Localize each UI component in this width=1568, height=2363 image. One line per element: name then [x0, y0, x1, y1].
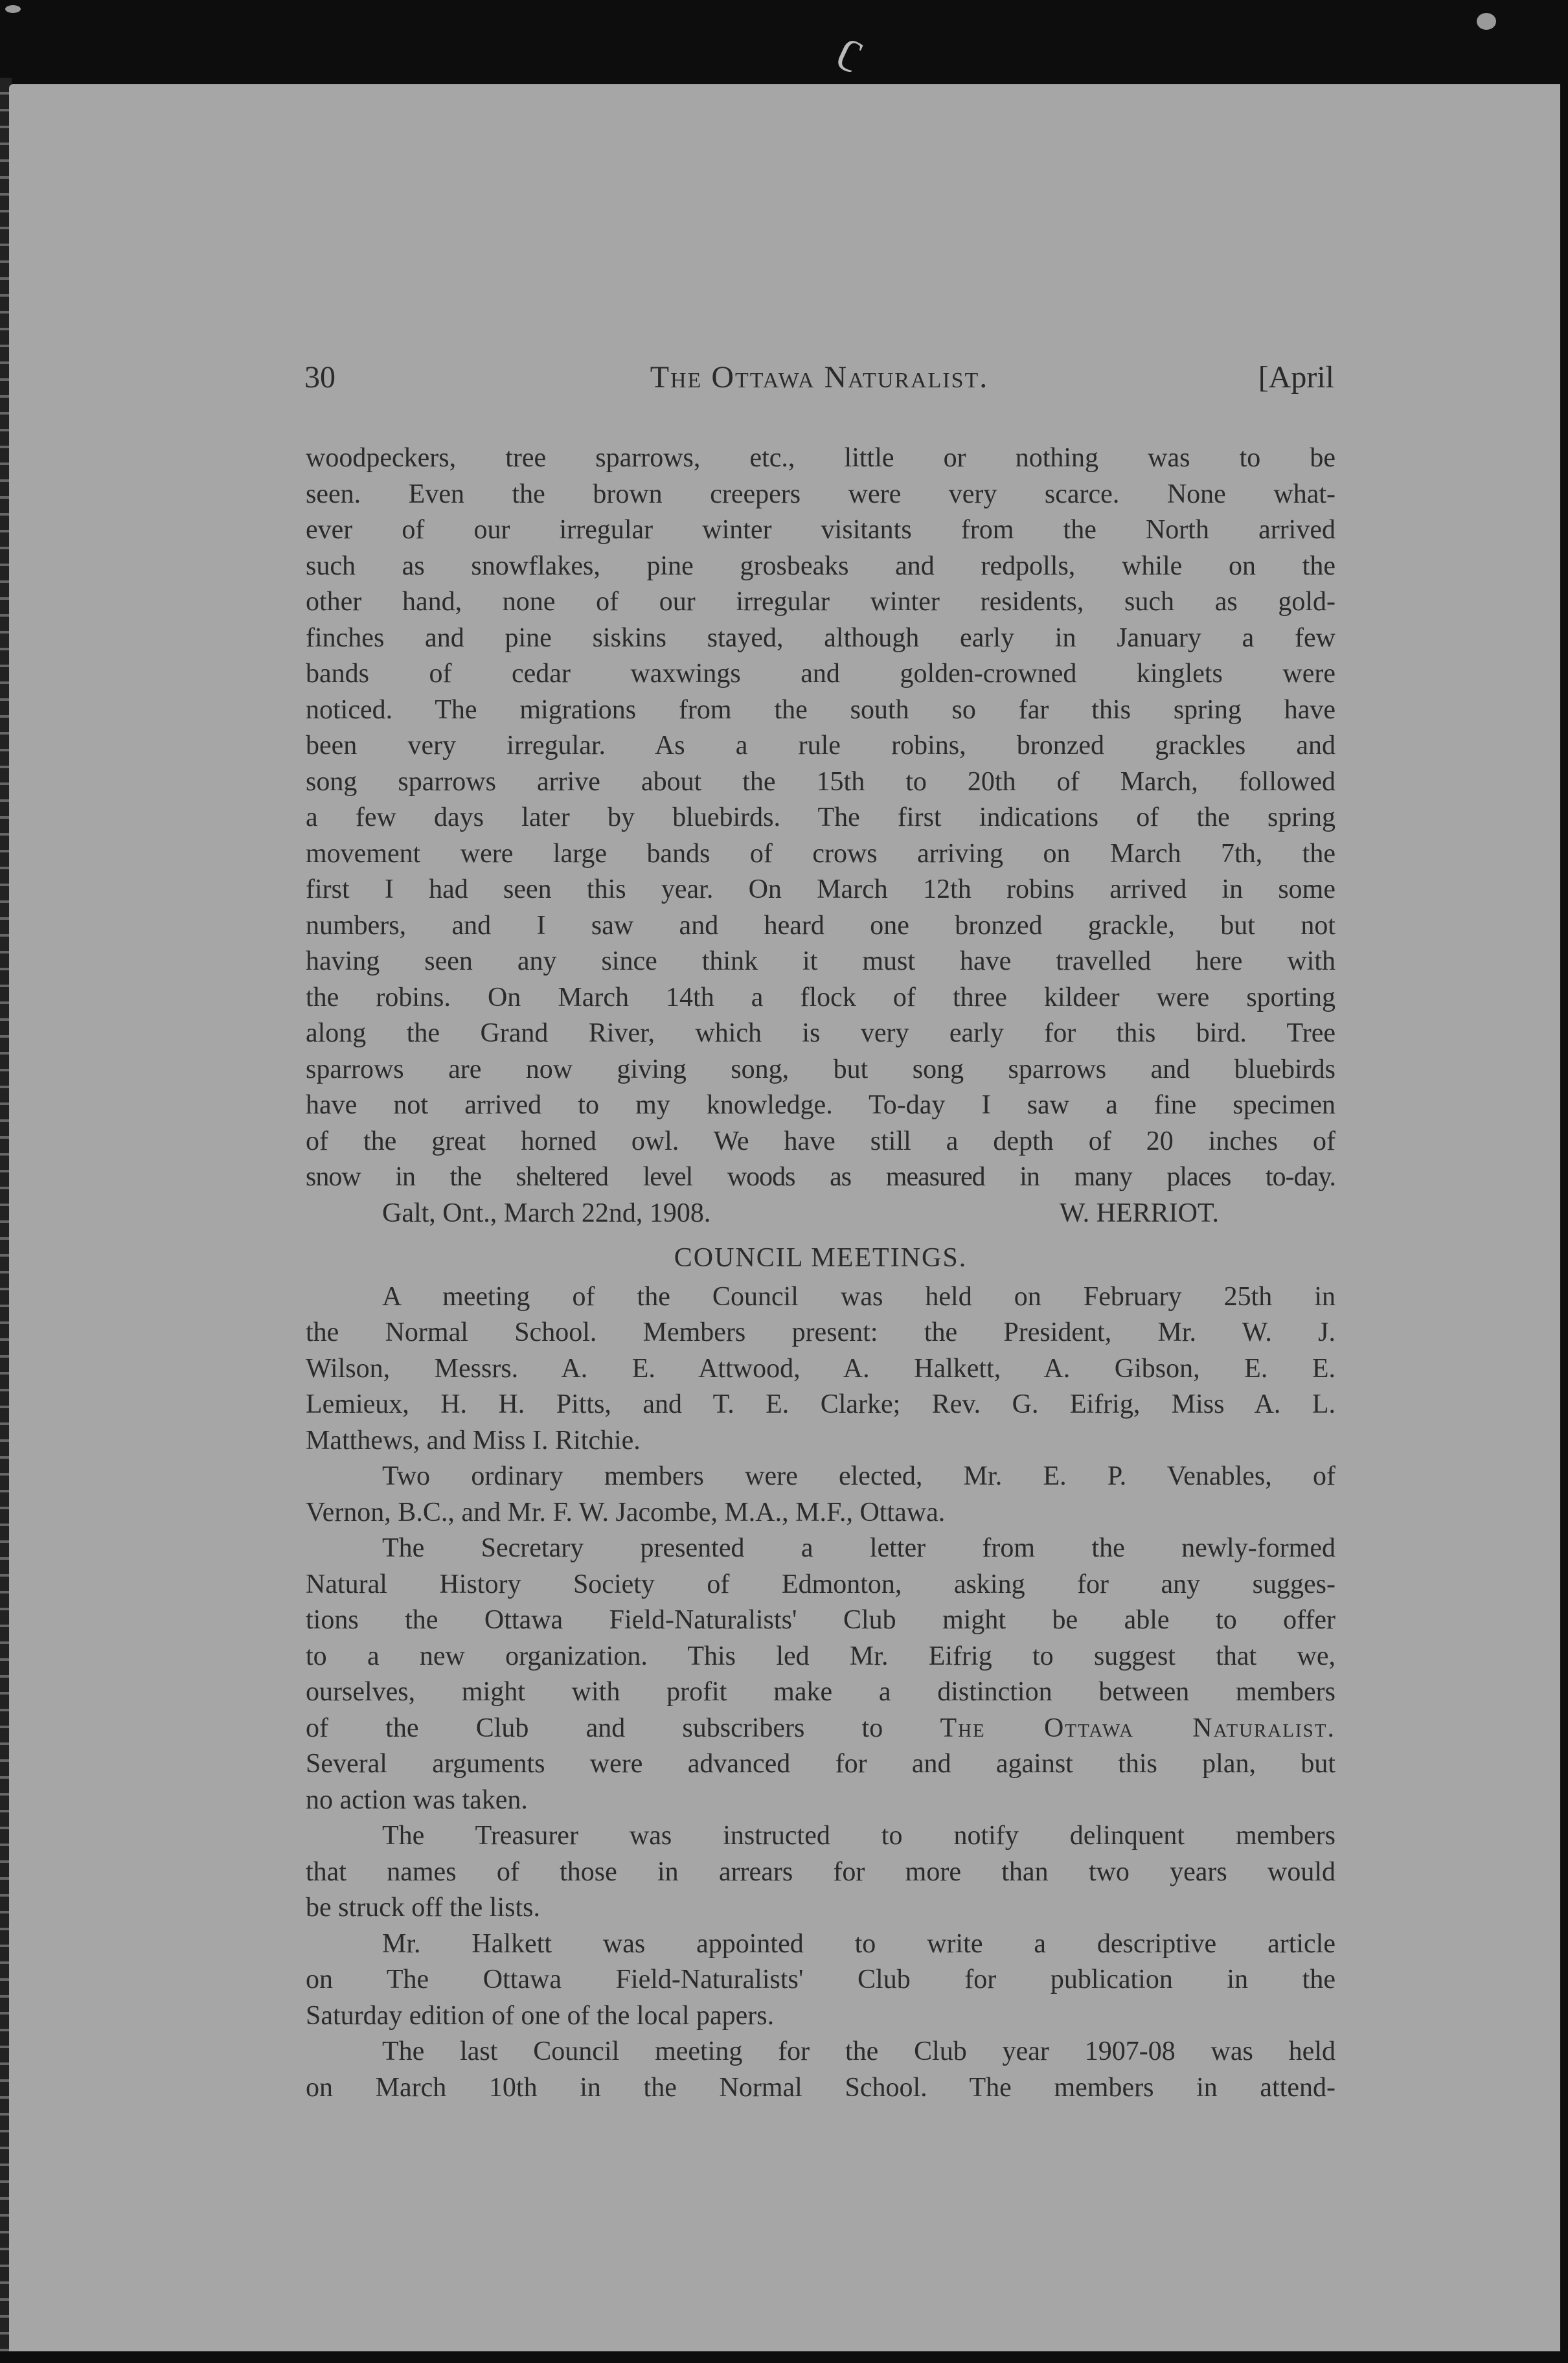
scan-speck	[5, 5, 21, 13]
text-line: have not arrived to my knowledge. To-day I saw a fine specimen	[306, 1090, 1335, 1120]
text-line: such as snowflakes, pine grosbeaks and redpolls, while on the	[306, 551, 1335, 581]
text-line: The Treasurer was instructed to notify delinquent members	[382, 1821, 1335, 1851]
text-line: numbers, and I saw and heard one bronzed grackle, but not	[306, 910, 1335, 941]
text-line: movement were large bands of crows arriving on March 7th, the	[306, 838, 1335, 869]
text-fragment: of the Club and subscribers to	[306, 1713, 883, 1743]
text-line: Saturday edition of one of the local papers.	[306, 2000, 775, 2031]
text-line: that names of those in arrears for more than two years would	[306, 1856, 1335, 1887]
text-line: Mr. Halkett was appointed to write a descriptive article	[382, 1928, 1335, 1959]
page-body	[306, 440, 1335, 2106]
council-paragraph	[306, 1531, 1335, 1818]
text-line: bands of cedar waxwings and golden-crowned kinglets were	[306, 659, 1335, 689]
text-line: Two ordinary members were elected, Mr. E. P. Venables, of	[382, 1461, 1335, 1491]
text-line: on The Ottawa Field-Naturalists' Club for publication in the	[306, 1965, 1335, 1994]
council-paragraph	[306, 1926, 1335, 2035]
article-text	[306, 440, 1335, 1231]
text-line: finches and pine siskins stayed, although early in January a few	[306, 622, 1335, 653]
text-line: along the Grand River, which is very early for this bird. Tree	[306, 1018, 1335, 1048]
signature-place-date: Galt, Ont., March 22nd, 1908.	[382, 1198, 711, 1228]
signature-line	[306, 1196, 1335, 1232]
text-line: Several arguments were advanced for and against this plan, but	[306, 1749, 1335, 1779]
text-line: other hand, none of our irregular winter residents, such as gold-	[306, 587, 1335, 617]
text-line: The Secretary presented a letter from the newly-formed	[382, 1533, 1335, 1563]
scan-speck	[1477, 13, 1496, 30]
text-line: A meeting of the Council was held on February 25th in	[382, 1281, 1335, 1312]
text-line: song sparrows arrive about the 15th to 20th of March, followed	[306, 766, 1335, 797]
text-line: The last Council meeting for the Club year 1907-08 was held	[382, 2037, 1335, 2066]
text-line: noticed. The migrations from the south so far this spring have	[306, 694, 1335, 725]
text-line: woodpeckers, tree sparrows, etc., little or nothing was to be	[306, 443, 1335, 473]
text-line: tions the Ottawa Field-Naturalists' Club might be able to offer	[306, 1605, 1335, 1635]
text-line: snow in the sheltered level woods as measured in many places to-day.	[306, 1162, 1335, 1192]
signature-name: W. HERRIOT.	[1059, 1198, 1219, 1228]
scan-mark: ʗ	[833, 20, 873, 74]
text-line: been very irregular. As a rule robins, bronzed grackles and	[306, 731, 1335, 760]
text-line: ourselves, might with profit make a distinction between members	[306, 1677, 1335, 1707]
text-line	[306, 1711, 1335, 1747]
text-line: having seen any since think it must have travelled here with	[306, 946, 1335, 976]
text-line: be struck off the lists.	[306, 1893, 541, 1923]
text-line: Natural History Society of Edmonton, asking for any sugges-	[306, 1569, 1335, 1599]
council-paragraph	[306, 1279, 1335, 1459]
text-line: seen. Even the brown creepers were very scarce. None what-	[306, 479, 1335, 509]
council-paragraph	[306, 1459, 1335, 1531]
section-heading: COUNCIL MEETINGS.	[674, 1243, 968, 1273]
text-line: sparrows are now giving song, but song sparrows and bluebirds	[306, 1054, 1335, 1084]
journal-title-inline: The Ottawa Naturalist.	[940, 1713, 1335, 1743]
text-line: ever of our irregular winter visitants from the North arrived	[306, 515, 1335, 545]
text-line: on March 10th in the Normal School. The members in attend-	[306, 2072, 1335, 2103]
text-line: the robins. On March 14th a flock of three kildeer were sporting	[306, 982, 1335, 1012]
text-line: a few days later by bluebirds. The first indications of the spring	[306, 803, 1335, 832]
text-line: first I had seen this year. On March 12th robins arrived in some	[306, 874, 1335, 904]
page-number: 30	[304, 360, 335, 394]
council-paragraph	[306, 1818, 1335, 1926]
journal-title: The Ottawa Naturalist.	[650, 360, 989, 394]
council-paragraph	[306, 2034, 1335, 2106]
text-line: Matthews, and Miss I. Ritchie.	[306, 1425, 641, 1455]
issue-month: [April	[1258, 360, 1334, 394]
text-line: of the great horned owl. We have still a depth of 20 inches of	[306, 1126, 1335, 1156]
text-line: no action was taken.	[306, 1785, 528, 1815]
text-line: Wilson, Messrs. A. E. Attwood, A. Halkett, A. Gibson, E. E.	[306, 1353, 1335, 1384]
text-line: the Normal School. Members present: the President, Mr. W. J.	[306, 1318, 1335, 1347]
text-line: Lemieux, H. H. Pitts, and T. E. Clarke; Rev. G. Eifrig, Miss A. L.	[306, 1389, 1335, 1419]
text-line: to a new organization. This led Mr. Eifrig to suggest that we,	[306, 1641, 1335, 1671]
running-head	[304, 360, 1334, 405]
text-line: Vernon, B.C., and Mr. F. W. Jacombe, M.A., M.F., Ottawa.	[306, 1497, 946, 1527]
